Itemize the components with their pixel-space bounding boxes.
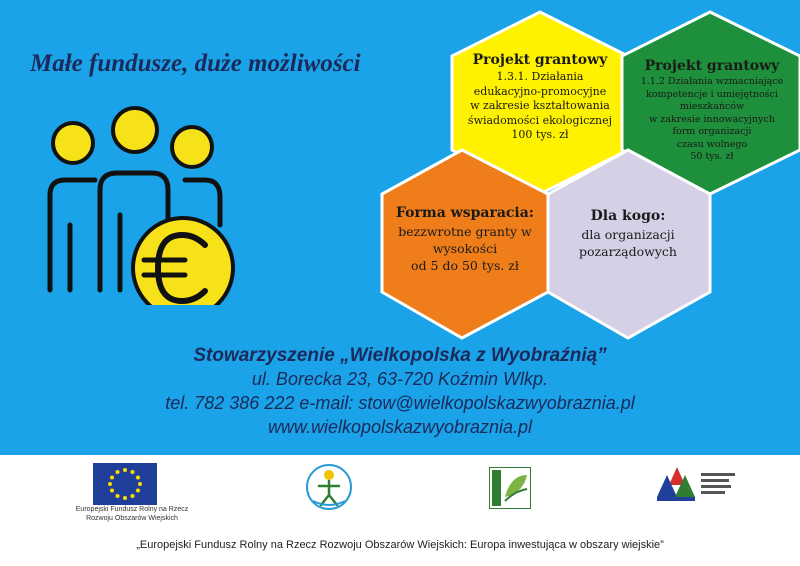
hex-lavender-content	[552, 208, 704, 260]
organization-contact: tel. 782 386 222 e-mail: stow@wielkopolskazwyobraznia.pl	[165, 393, 635, 413]
hex-yellow-line: świadomości ekologicznej	[467, 113, 613, 127]
hex-green-line: 1.1.2 Działania wzmacniające	[640, 76, 784, 87]
hex-orange-line: wysokości	[432, 241, 498, 256]
hex-yellow-content	[458, 52, 622, 143]
hex-green-line: w zakresie innowacyjnych	[649, 113, 775, 125]
eu-flag-logo	[93, 463, 157, 505]
hex-orange-title: Forma wsparacia:	[396, 205, 534, 221]
hex-green-line: czasu wolnego	[676, 138, 748, 150]
hex-orange-content	[386, 205, 544, 274]
hex-orange-line: bezzwrotne granty w	[398, 224, 532, 239]
prow-logo	[655, 463, 741, 509]
slogan-heading: Małe fundusze, duże możliwości	[30, 50, 361, 77]
hex-green-title: Projekt grantowy	[644, 58, 780, 74]
lgd-logo	[305, 461, 353, 513]
eu-fund-caption: Europejski Fundusz Rolny na Rzecz Rozwoju Obszarów Wiejskich	[75, 506, 189, 522]
hex-green-line: mieszkańców	[679, 101, 745, 112]
hex-yellow-line: 100 tys. zł	[511, 128, 569, 141]
hex-green-line: kompetencje i umiejętności	[646, 88, 778, 100]
footer-logos	[0, 455, 800, 566]
footer-tagline: „Europejski Fundusz Rolny na Rzecz Rozwoju Obszarów Wiejskich: Europa inwestująca w obszary wiejskie”	[136, 539, 664, 551]
leader-logo	[489, 467, 531, 509]
hex-orange-line: od 5 do 50 tys. zł	[411, 258, 519, 273]
organization-name: Stowarzyszenie „Wielkopolska z Wyobraźnią”	[193, 345, 607, 366]
organization-address: ul. Borecka 23, 63-720 Koźmin Wlkp.	[251, 369, 549, 389]
hex-green-content	[626, 58, 798, 164]
hex-lavender-line: pozarządowych	[579, 244, 677, 259]
hex-lavender-line: dla organizacji	[581, 227, 675, 242]
hex-yellow-title: Projekt grantowy	[472, 52, 608, 68]
organization-website[interactable]: www.wielkopolskazwyobraznia.pl	[267, 417, 533, 437]
hex-lavender-title: Dla kogo:	[590, 208, 666, 224]
hex-green-line: 50 tys. zł	[690, 151, 734, 162]
hex-yellow-line: edukacyjno-promocyjne	[473, 84, 607, 98]
hex-green-line: form organizacji	[672, 126, 752, 137]
organization-block	[0, 345, 800, 439]
hex-yellow-line: w zakresie kształtowania	[470, 99, 610, 112]
hex-yellow-line: 1.3.1. Działania	[496, 70, 584, 83]
